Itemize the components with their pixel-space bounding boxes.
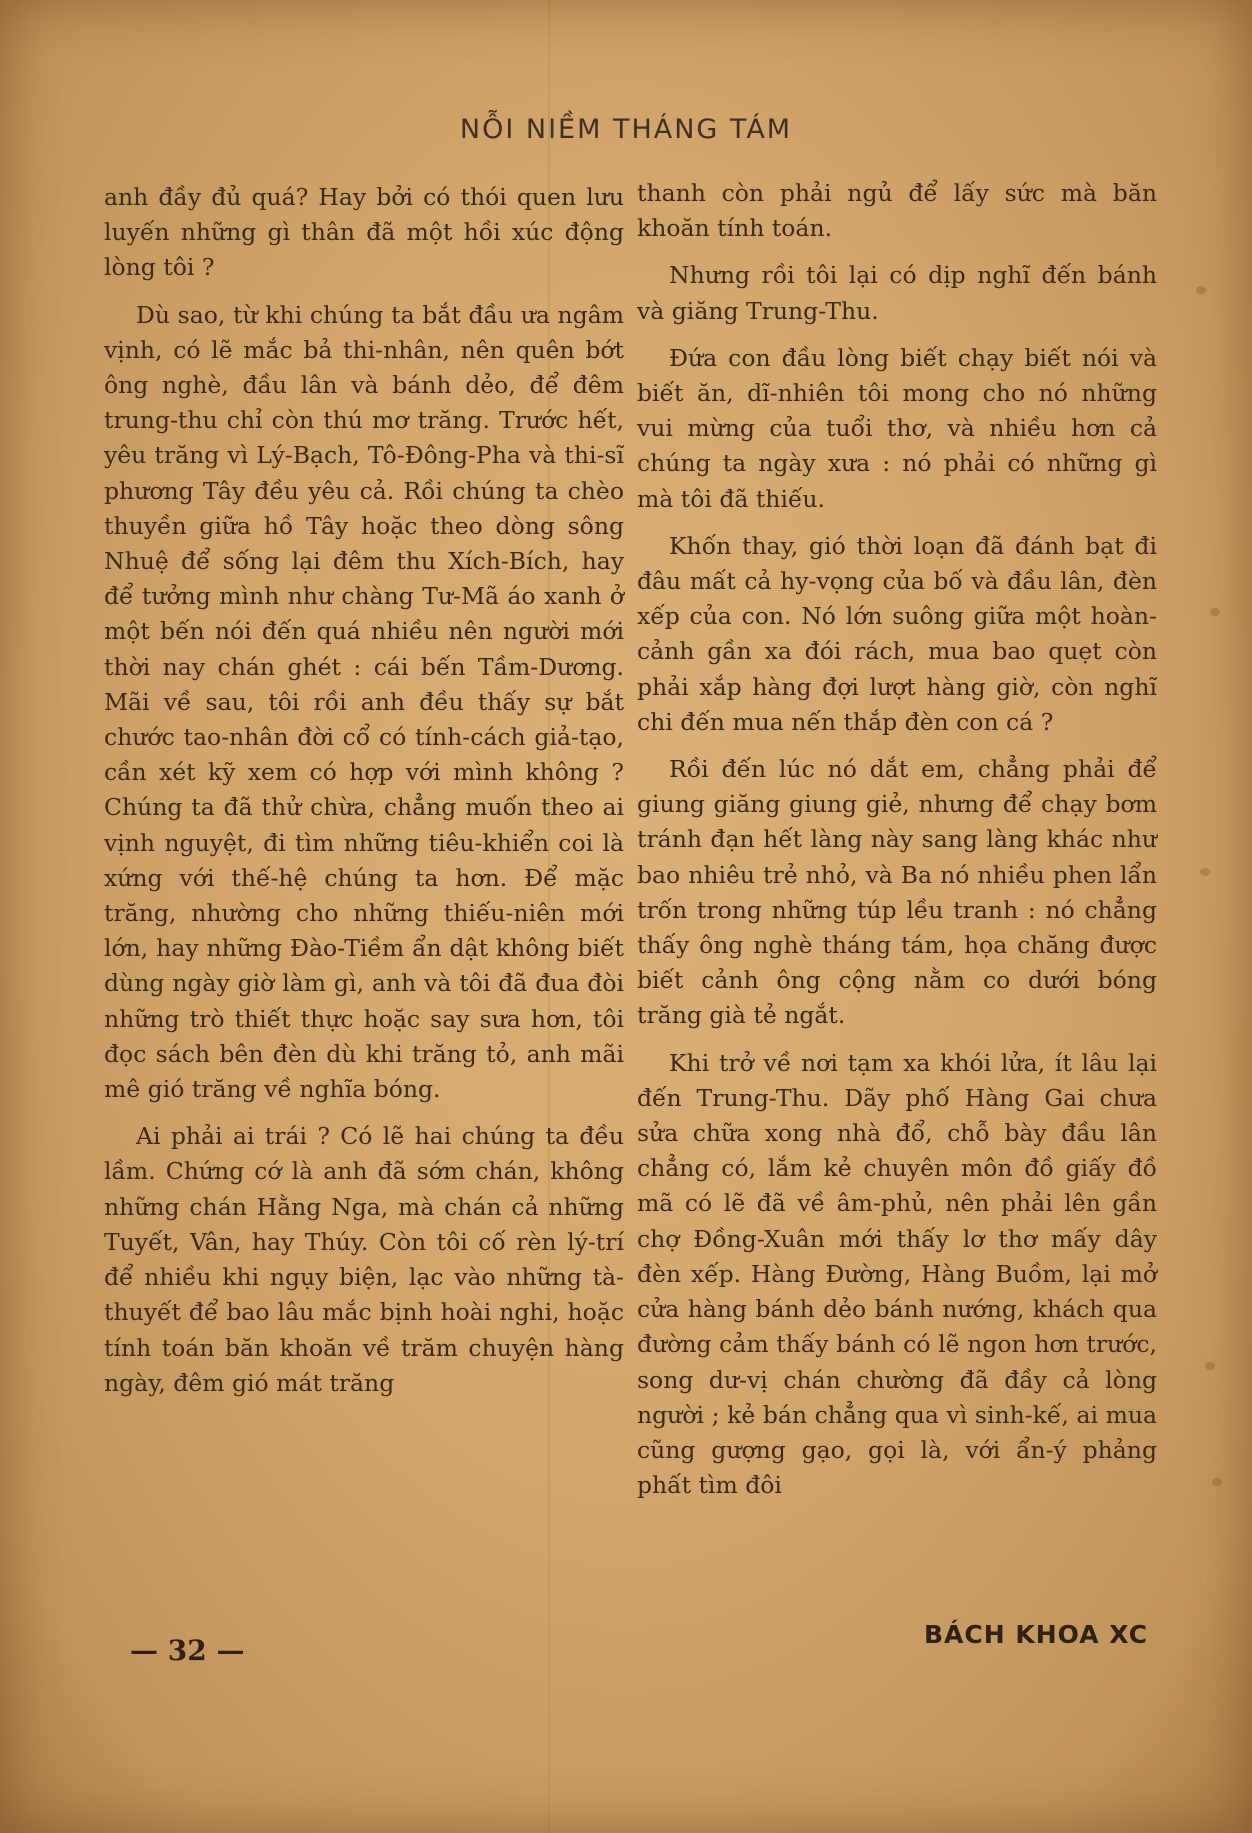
publication-name: BÁCH KHOA XC: [924, 1620, 1149, 1649]
margin-stain: [1200, 868, 1210, 876]
margin-stain: [1212, 1478, 1222, 1486]
paragraph: Nhưng rồi tôi lại có dịp nghĩ đến bánh và giăng Trung-Thu.: [637, 261, 1157, 325]
paragraph: anh đầy đủ quá? Hay bởi có thói quen lưu luyến những gì thân đã một hồi xúc động lòng tôi ?: [104, 183, 624, 282]
paragraph: Khi trở về nơi tạm xa khói lửa, ít lâu lại đến Trung-Thu. Dãy phố Hàng Gai chưa sửa chữa xong nhà đổ, chỗ bày đầu lân chẳng có, lắm kẻ chuyên môn đồ giấy đồ mã có lẽ đã về âm-phủ, nên phải lên gần chợ Đồng-Xuân mới thấy lơ thơ mấy dây đèn xếp. Hàng Đường, Hàng Buồm, lại mở cửa hàng bánh dẻo bánh nướng, khách qua đường cảm thấy bánh có lẽ ngon hơn trước, song dư-vị chán chường đã đầy cả lòng người ; kẻ bán chẳng qua vì sinh-kế, ai mua cũng gượng gạo, gọi là, với ẩn-ý phảng phất tìm đôi: [637, 1048, 1157, 1500]
right-column: [637, 176, 1157, 1515]
paragraph: Rồi đến lúc nó dắt em, chẳng phải để giung giăng giung giẻ, nhưng để chạy bơm tránh đạn hết làng này sang làng khác như bao nhiêu trẻ nhỏ, và Ba nó nhiều phen lẩn trốn trong những túp lều tranh : nó chẳng thấy ông nghè tháng tám, họa chăng được biết cảnh ông cộng nằm co dưới bóng trăng già tẻ ngắt.: [637, 755, 1157, 1030]
paragraph: thanh còn phải ngủ để lấy sức mà băn khoăn tính toán.: [637, 179, 1157, 243]
page-number: — 32 —: [130, 1634, 245, 1667]
margin-stain: [1210, 608, 1220, 616]
page-header: NỖI NIỀM THÁNG TÁM: [459, 114, 793, 145]
margin-stain: [1196, 286, 1206, 294]
paragraph: Dù sao, từ khi chúng ta bắt đầu ưa ngâm vịnh, có lẽ mắc bả thi-nhân, nên quên bớt ông nghè, đầu lân và bánh dẻo, để đêm trung-thu chỉ còn thú mơ trăng. Trước hết, yêu trăng vì Lý-Bạch, Tô-Đông-Pha và thi-sĩ phương Tây đều yêu cả. Rồi chúng ta chèo thuyền giữa hồ Tây hoặc theo dòng sông Nhuệ để sống lại đêm thu Xích-Bích, hay để tưởng mình như chàng Tư-Mã áo xanh ở một bến nói đến quá nhiều nên người mới thời nay chán ghét : cái bến Tầm-Dương. Mãi về sau, tôi rồi anh đều thấy sự bắt chước tao-nhân đời cổ có tính-cách giả-tạo, cần xét kỹ xem có hợp với mình không ? Chúng ta đã thử chừa, chẳng muốn theo ai vịnh nguyệt, đi tìm những tiêu-khiển coi là xứng với thế-hệ chúng ta hơn. Để mặc trăng, nhường cho những thiếu-niên mới lớn, hay những Đào-Tiềm ẩn dật không biết dùng ngày giờ làm gì, anh và tôi đã đua đòi những trò thiết thực hoặc say sưa hơn, tôi đọc sách bên đèn dù khi trăng tỏ, anh mãi mê gió trăng về nghĩa bóng.: [104, 300, 624, 1104]
left-column: [104, 180, 624, 1413]
paragraph: Khốn thay, gió thời loạn đã đánh bạt đi đâu mất cả hy-vọng của bố và đầu lân, đèn xếp của con. Nó lớn suông giữa một hoàn-cảnh gần xa đói rách, mua bao quẹt còn phải xắp hàng đợi lượt hàng giờ, còn nghĩ chi đến mua nến thắp đèn con cá ?: [637, 531, 1157, 736]
paragraph: Đứa con đầu lòng biết chạy biết nói và biết ăn, dĩ-nhiên tôi mong cho nó những vui mừng của tuổi thơ, và nhiều hơn cả chúng ta ngày xưa : nó phải có những gì mà tôi đã thiếu.: [637, 343, 1157, 513]
paragraph: Ai phải ai trái ? Có lẽ hai chúng ta đều lầm. Chứng cớ là anh đã sớm chán, không những chán Hằng Nga, mà chán cả những Tuyết, Vân, hay Thúy. Còn tôi cố rèn lý-trí để nhiều khi ngụy biện, lạc vào những tà-thuyết để bao lâu mắc bịnh hoài nghi, hoặc tính toán băn khoăn về trăm chuyện hàng ngày, đêm gió mát trăng: [104, 1122, 624, 1397]
margin-stain: [1205, 1362, 1215, 1370]
